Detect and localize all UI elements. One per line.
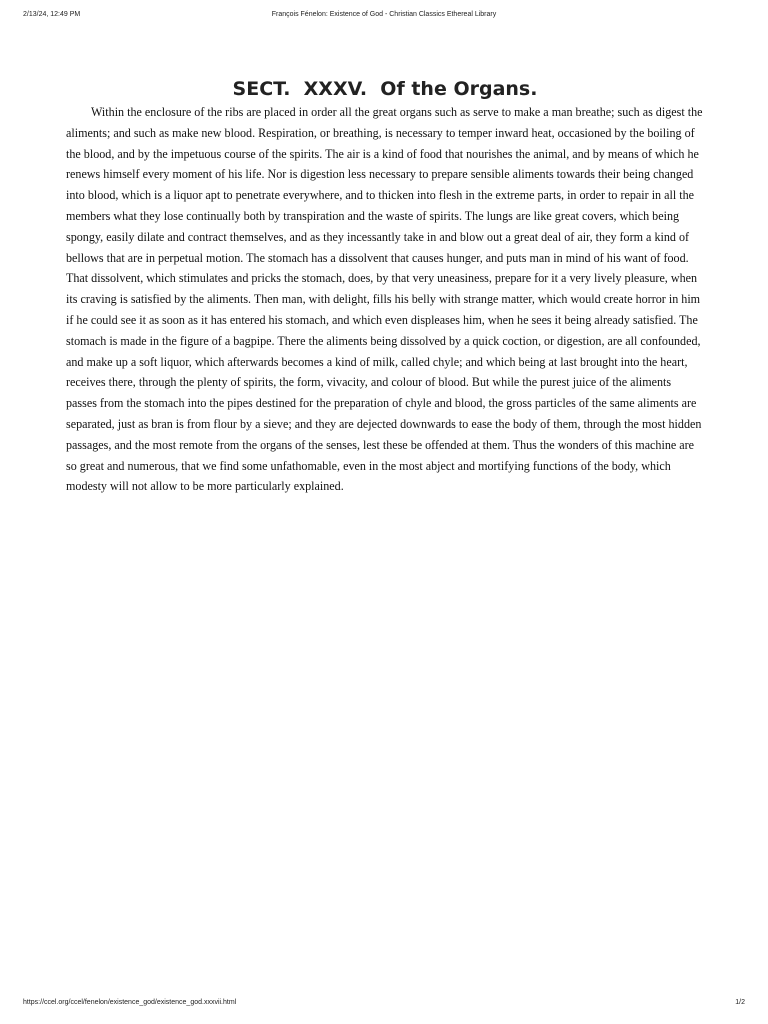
- print-header: [23, 11, 745, 23]
- print-page-number: 1/2: [735, 999, 745, 1006]
- print-url: https://ccel.org/ccel/fenelon/existence_god/existence_god.xxxvii.html: [23, 999, 237, 1006]
- document-content: [66, 78, 704, 497]
- print-page-title: François Fénelon: Existence of God - Christian Classics Ethereal Library: [271, 11, 497, 18]
- section-body-paragraph: Within the enclosure of the ribs are placed in order all the great organs such as serve to make a man breathe; such as digest the aliments; and such as make new blood. Respiration, or breathing, is necessary to temper inward heat, occasioned by the boiling of the blood, and by the impetuous course of the spirits. The air is a kind of food that nourishes the animal, and by means of which he renews himself every moment of his life. Nor is digestion less necessary to prepare sensible aliments towards their being changed into blood, which is a liquor apt to penetrate everywhere, and to thicken into flesh in the extreme parts, in order to repair in all the members what they lose continually both by transpiration and the waste of spirits. The lungs are like great covers, which being spongy, easily dilate and contract themselves, and as they incessantly take in and blow out a great deal of air, they form a kind of bellows that are in perpetual motion. The stomach has a dissolvent that causes hunger, and puts man in mind of his want of food. That dissolvent, which stimulates and pricks the stomach, does, by that very uneasiness, prepare for it a very lively pleasure, when its craving is satisfied by the aliments. Then man, with delight, fills his belly with strange matter, which would create horror in him if he could see it as soon as it has entered his stomach, and which even displeases him, when he sees it being already satisfied. The stomach is made in the figure of a bagpipe. There the aliments being dissolved by a quick coction, or digestion, are all confounded, and make up a soft liquor, which afterwards becomes a kind of milk, called chyle; and which being at last brought into the heart, receives there, through the plenty of spirits, the form, vivacity, and colour of blood. But while the purest juice of the aliments passes from the stomach into the pipes destined for the preparation of chyle and blood, the gross particles of the same aliments are separated, just as bran is from flour by a sieve; and they are dejected downwards to ease the body of them, through the most hidden passages, and the most remote from the organs of the senses, lest these be offended at them. Thus the wonders of this machine are so great and numerous, that we find some unfathomable, even in the most abject and mortifying functions of the body, which modesty will not allow to be more particularly explained.: [66, 105, 703, 494]
- print-datetime: 2/13/24, 12:49 PM: [23, 11, 81, 18]
- section-title: SECT. XXXV. Of the Organs.: [232, 78, 538, 100]
- print-footer: [23, 999, 745, 1011]
